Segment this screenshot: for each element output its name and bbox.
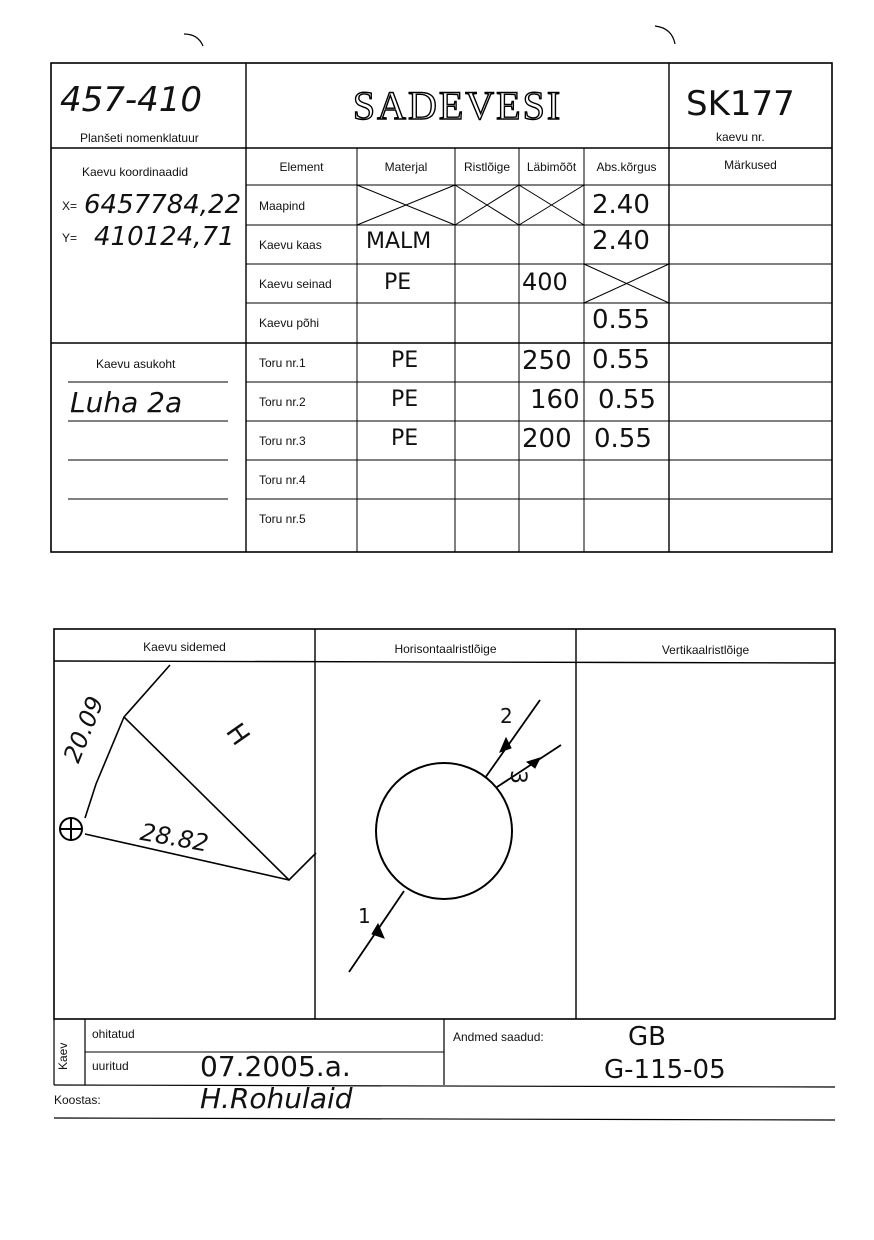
row-element: Toru nr.4	[259, 473, 306, 487]
row-height: 0.55	[592, 345, 650, 375]
row-material: PE	[391, 426, 419, 451]
row-height: 2.40	[592, 190, 650, 220]
page-title: SADEVESI	[352, 83, 563, 128]
location-value: Luha 2a	[70, 386, 183, 419]
checked-label: ohitatud	[92, 1027, 135, 1041]
row-diameter: 250	[522, 346, 572, 376]
nomenclature-label: Planšeti nomenklatuur	[80, 131, 199, 145]
location-label: Kaevu asukoht	[96, 357, 176, 371]
data-received-value-1: GB	[628, 1022, 666, 1052]
sketch-building-line	[124, 717, 316, 880]
y-label: Y=	[62, 231, 78, 245]
row-element: Kaevu seinad	[259, 277, 332, 291]
row-element: Toru nr.5	[259, 512, 306, 526]
sketch-house-mark: H	[219, 718, 256, 752]
row-diameter: 200	[522, 424, 572, 454]
row-material: PE	[391, 348, 419, 373]
pipe-label-1: 1	[358, 904, 371, 928]
row-element: Kaevu põhi	[259, 316, 320, 330]
header-height: Abs.kõrgus	[596, 160, 657, 174]
header-section: Ristlõige	[463, 160, 511, 174]
sketch-distance-2: 28.82	[138, 818, 211, 858]
row-height: 0.55	[592, 305, 650, 335]
row-element: Toru nr.1	[259, 356, 306, 370]
header-material: Materjal	[384, 160, 428, 174]
pipe-label-3: 3	[505, 770, 530, 784]
header-vertical-section: Vertikaalristlõige	[661, 643, 750, 657]
sketch-boundary-line	[85, 665, 170, 818]
row-element: Toru nr.3	[259, 434, 306, 448]
row-diameter: 400	[522, 268, 568, 296]
row-material: PE	[391, 387, 419, 412]
coords-label: Kaevu koordinaadid	[82, 165, 189, 179]
row-element: Kaevu kaas	[259, 238, 322, 252]
composed-value: H.Rohulaid	[200, 1082, 353, 1115]
row-element: Toru nr.2	[259, 395, 306, 409]
composed-label: Koostas:	[54, 1093, 101, 1107]
header-connections: Kaevu sidemed	[143, 640, 226, 654]
row-height: 0.55	[598, 385, 656, 415]
header-notes: Märkused	[724, 158, 777, 172]
nomenclature-value: 457-410	[60, 80, 203, 120]
row-material: MALM	[366, 229, 432, 254]
sketch-distance-1: 20.09	[58, 692, 110, 767]
row-material: PE	[384, 270, 412, 295]
punch-mark-left	[184, 34, 203, 46]
row-height: 2.40	[592, 226, 650, 256]
x-value: 6457784,22	[84, 190, 242, 220]
side-label: Kaev	[56, 1042, 70, 1070]
data-received-value-2: G-115-05	[604, 1055, 726, 1085]
well-number-label: kaevu nr.	[716, 130, 765, 144]
header-horizontal-section: Horisontaalristlõige	[394, 642, 497, 656]
row-height: 0.55	[594, 424, 652, 454]
well-number-value: SK177	[686, 84, 795, 124]
surveyed-value: 07.2005.a.	[200, 1050, 351, 1083]
surveyed-label: uuritud	[92, 1059, 129, 1073]
well-cross-section-circle	[376, 763, 512, 899]
pipe-label-2: 2	[500, 704, 513, 728]
punch-mark-right	[655, 26, 675, 44]
header-element: Element	[279, 160, 324, 174]
data-received-label: Andmed saadud:	[453, 1030, 544, 1044]
y-value: 410124,71	[94, 222, 235, 252]
x-label: X=	[62, 199, 78, 213]
row-element: Maapind	[259, 199, 306, 213]
row-diameter: 160	[530, 385, 580, 415]
header-diameter: Läbimõõt	[526, 160, 577, 174]
